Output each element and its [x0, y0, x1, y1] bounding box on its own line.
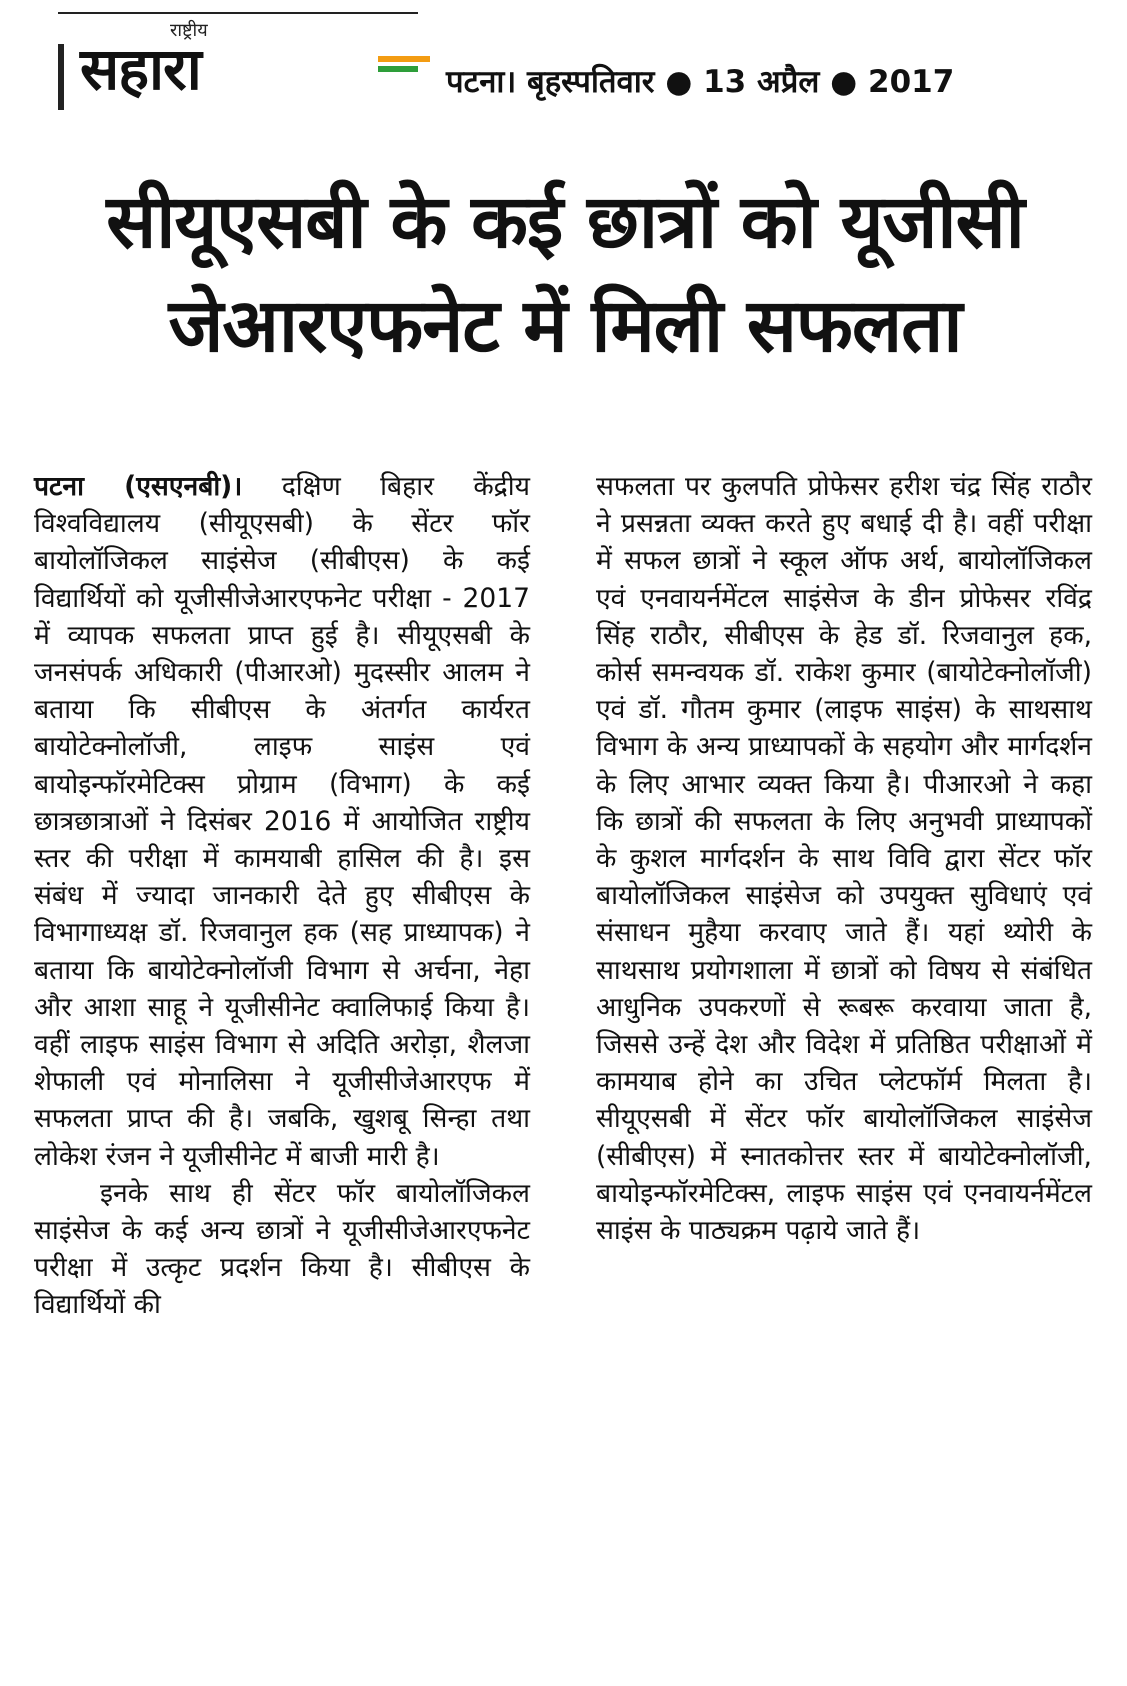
logo-main-text: सहारा [80, 35, 201, 103]
newspaper-logo [58, 12, 418, 114]
headline-line-2: जेआरएफनेट में मिली सफलता [168, 283, 962, 369]
article-lead: पटना (एसएनबी)। [34, 471, 243, 502]
article-paragraph [34, 468, 530, 1175]
logo-bar [58, 44, 64, 110]
masthead [58, 12, 1098, 122]
article-column-left [34, 468, 530, 1324]
article-paragraph: सफलता पर कुलपति प्रोफेसर हरीश चंद्र सिंह राठौर ने प्रसन्नता व्यक्त करते हुए बधाई दी है। वहीं परीक्षा में सफल छात्रों ने स्कूल ऑफ अर्थ, बायोलॉजिकल एवं एनवायर्नमेंटल साइंसेज के डीन प्रोफेसर रविंद्र सिंह राठौर, सीबीएस के हेड डॉ. रिजवानुल हक, कोर्स समन्वयक डॉ. राकेश कुमार (बायोटेक्नोलॉजी) एवं डॉ. गौतम कुमार (लाइफ साइंस) के साथसाथ विभाग के अन्य प्राध्यापकों के सहयोग और मार्गदर्शन के लिए आभार व्यक्त किया है। पीआरओ ने कहा कि छात्रों की सफलता के लिए अनुभवी प्राध्यापकों के कुशल मार्गदर्शन के साथ विवि द्वारा सेंटर फॉर बायोलॉजिकल साइंसेज को उपयुक्त सुविधाएं एवं संसाधन मुहैया करवाए जाते हैं। यहां थ्योरी के साथसाथ प्रयोगशाला में छात्रों को विषय से संबंधित आधुनिक उपकरणों से रूबरू करवाया जाता है, जिससे उन्हें देश और विदेश में प्रतिष्ठित परीक्षाओं में कामयाब होने का उचित प्लेटफॉर्म मिलता है। सीयूएसबी में सेंटर फॉर बायोलॉजिकल साइंसेज (सीबीएस) में स्नातकोत्तर स्तर में बायोटेक्नोलॉजी, बायोइन्फॉरमेटिक्स, लाइफ साइंस एवं एनवायर्नमेंटल साइंस के पाठ्यक्रम पढ़ाये जाते हैं। [596, 471, 1092, 1247]
flag-stripes-icon [378, 56, 430, 76]
article-text: दक्षिण बिहार केंद्रीय विश्वविद्यालय (सीयूएसबी) के सेंटर फॉर बायोलॉजिकल साइंसेज (सीबीएस) के कई विद्यार्थियों को यूजीसीजेआरएफनेट परीक्षा - 2017 में व्यापक सफलता प्राप्त हुई है। सीयूएसबी के जनसंपर्क अधिकारी (पीआरओ) मुदस्सीर आलम ने बताया कि सीबीएस के अंतर्गत कार्यरत बायोटेक्नोलॉजी, लाइफ साइंस एवं बायोइन्फॉरमेटिक्स प्रोग्राम (विभाग) के कई छात्रछात्राओं ने दिसंबर 2016 में आयोजित राष्ट्रीय स्तर की परीक्षा में कामयाबी हासिल की है। इस संबंध में ज्यादा जानकारी देते हुए सीबीएस के विभागाध्यक्ष डॉ. रिजवानुल हक (सह प्राध्यापक) ने बताया कि बायोटेक्नोलॉजी विभाग से अर्चना, नेहा और आशा साहू ने यूजीसीनेट क्वालिफाई किया है। वहीं लाइफ साइंस विभाग से अदिति अरोड़ा, शैलजा शेफाली एवं मोनालिसा ने यूजीसीजेआरएफ में सफलता प्राप्त की है। जबकि, खुशबू सिन्हा तथा लोकेश रंजन ने यूजीसीनेट में बाजी मारी है। [34, 471, 530, 1172]
article-column-right [596, 468, 1092, 1249]
logo-small-text: राष्ट्रीय [170, 20, 208, 41]
headline-line-1: सीयूएसबी के कई छात्रों को यूजीसी [106, 179, 1024, 265]
article-paragraph: इनके साथ ही सेंटर फॉर बायोलॉजिकल साइंसेज के कई अन्य छात्रों ने यूजीसीजेआरएफनेट परीक्षा में उत्कृट प्रदर्शन किया है। सीबीएस के विद्यार्थियों की [34, 1177, 530, 1321]
dateline: पटना। बृहस्पतिवार ● 13 अप्रैल ● 2017 [446, 64, 955, 100]
headline [20, 170, 1110, 378]
